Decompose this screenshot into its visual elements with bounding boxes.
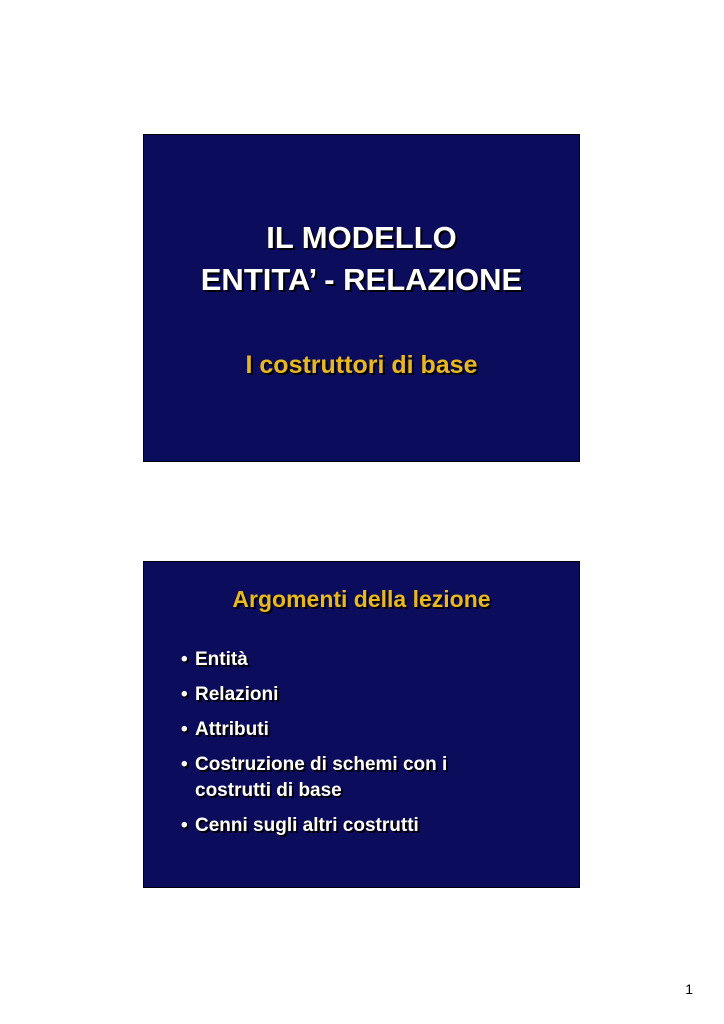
slide-subtitle: I costruttori di base [245, 351, 478, 379]
agenda-bullet-list [181, 647, 561, 848]
agenda-bullet-text: Attributi [195, 719, 269, 740]
slide-title-line-1: IL MODELLO [266, 220, 457, 255]
bullet-dot: • [181, 649, 188, 670]
bullet-dot: • [181, 719, 188, 740]
agenda-bullet-item [181, 647, 561, 673]
agenda-bullet-text: Entità [195, 649, 248, 670]
agenda-bullet-text: Costruzione di schemi con i [195, 754, 448, 775]
agenda-bullet-text-continued: costrutti di base [195, 780, 342, 801]
slide-title-line-2: ENTITA’ - RELAZIONE [200, 262, 523, 297]
agenda-title: Argomenti della lezione [232, 586, 491, 612]
bullet-dot: • [181, 815, 188, 836]
bullet-dot: • [181, 754, 188, 775]
agenda-bullet-item [181, 682, 561, 708]
bullet-dot: • [181, 684, 188, 705]
agenda-bullet-item [181, 813, 561, 839]
slide-title [143, 134, 580, 462]
page-number: 1 [685, 981, 693, 997]
slide-agenda [143, 561, 580, 888]
agenda-bullet-item [181, 752, 561, 804]
agenda-bullet-item [181, 717, 561, 743]
agenda-bullet-text: Cenni sugli altri costrutti [195, 815, 419, 836]
agenda-bullet-text: Relazioni [195, 684, 279, 705]
